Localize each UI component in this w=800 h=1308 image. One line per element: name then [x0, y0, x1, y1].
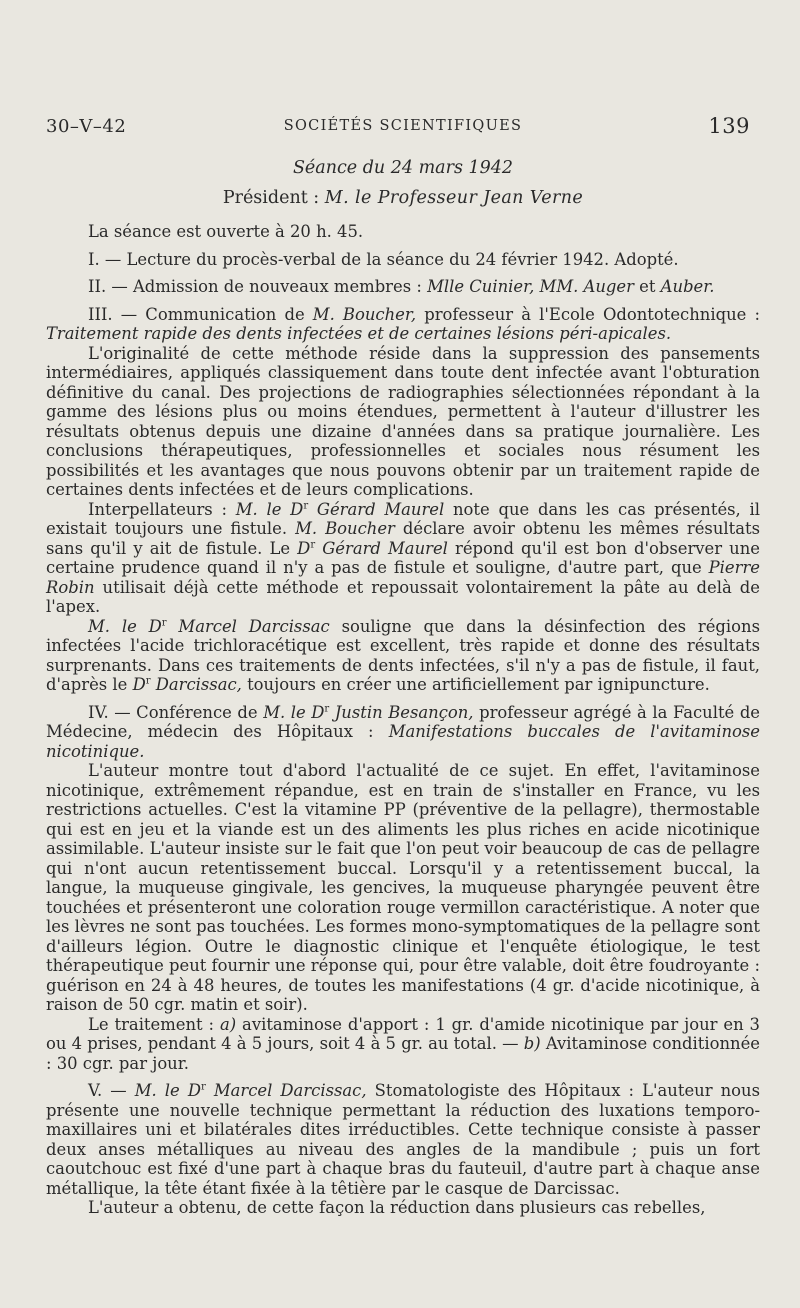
- text-italic: M. le D: [88, 616, 162, 636]
- paragraph-item-3: [46, 305, 760, 344]
- president-line: [46, 186, 760, 210]
- text-italic: Pierre Robin: [46, 558, 760, 597]
- text-italic: M. Boucher: [295, 519, 395, 538]
- text-italic: a): [219, 1014, 237, 1034]
- text: note que dans les cas présentés, il existait toujours une fistule.: [46, 499, 761, 538]
- text-italic: Traitement rapide des dents infectées et de certaines lésions péri-apicales.: [46, 324, 672, 343]
- paragraph-item-4: [46, 703, 760, 762]
- text: toujours en créer une artificiellement par ignipuncture.: [241, 675, 710, 694]
- header-date: 30–V–42: [46, 116, 127, 137]
- text-italic: M. le D: [235, 499, 304, 519]
- text: utilisait déjà cette méthode et repoussait volontairement la pâte au delà de l'apex.: [46, 577, 760, 616]
- paragraph-method: [46, 344, 760, 500]
- text: L'auteur a obtenu, de cette façon la réduction dans plusieurs cas rebelles,: [88, 1198, 706, 1217]
- text-italic: Gérard Maurel: [308, 499, 445, 519]
- text: L'auteur montre tout d'abord l'actualité de ce sujet. En effet, l'avitaminose nicotinique, extrêmement répandue, est en train de s'installer en France, vu les restrictions actuelles. C'est la vitamine PP (préventive de la pellagre), thermostable qui est en jeu et la viande est un des aliments les plus riches en acide nicotinique assimilable. L'auteur insiste sur le fait que l'on peut voir beaucoup de cas de pellagre qui n'ont aucun retentissement buccal. Lorsqu'il y a retentissement buccal, la langue, la muqueuse gingivale, les gencives, la muqueuse pharyngée peuvent être touchées et présenteront une coloration rouge vermillon caractéristique. A noter que les lèvres ne sont pas touchées. Les formes mono-symptomatiques de la pellagre sont d'ailleurs légion. Outre le diagnostic clinique et l'enquête étiologique, le test thérapeutique peut fournir une réponse qui, pour être valable, doit être foudroyante : guérison en 24 à 48 heures, de toutes les manifestations (4 gr. d'acide nicotinique, à raison de 50 cgr. matin et soir).: [46, 761, 760, 1014]
- paragraph-item-5: [46, 1081, 760, 1198]
- text: Interpellateurs :: [88, 499, 236, 519]
- paragraph-item-2: [46, 277, 760, 297]
- text: Avitaminose conditionnée : 30 cgr. par jour.: [46, 1034, 760, 1073]
- session-title: Séance du 24 mars 1942: [292, 158, 514, 178]
- text: IV. — Conférence de: [88, 702, 264, 722]
- paragraph-traitement: [46, 1015, 760, 1074]
- text-italic: Gérard Maurel: [315, 538, 448, 558]
- superscript: r: [303, 500, 309, 512]
- text-italic: b): [523, 1034, 541, 1053]
- paragraph-avitaminose: [46, 761, 760, 1015]
- text: répond qu'il est bon d'observer une certaine prudence quand il n'y a pas de fistule et souligne, d'autre part, que: [46, 538, 760, 577]
- text: II. — Admission de nouveaux membres :: [88, 277, 428, 296]
- header-section: SOCIÉTÉS SCIENTIFIQUES: [283, 118, 523, 134]
- superscript: r: [310, 539, 316, 551]
- president-label: Président :: [222, 188, 325, 208]
- superscript: r: [200, 1081, 206, 1093]
- text: I. — Lecture du procès-verbal de la séance du 24 février 1942. Adopté.: [88, 249, 679, 269]
- text-italic: Darcissac,: [150, 675, 242, 694]
- text: souligne que dans la désinfection des régions infectées l'acide trichloracétique est excellent, très rapide et donne des résultats surprenants. Dans ces traitements de dents infectées, s'il n'y a pas de fistule, il faut, d'après le: [46, 616, 761, 694]
- text-italic: Mlle Cuinier, MM. Auger: [427, 277, 634, 296]
- text: La séance est ouverte à 20 h. 45.: [88, 222, 364, 241]
- text: L'originalité de cette méthode réside dans la suppression des pansements intermédiaires, appliqués classiquement dans toute dent infectée avant l'obturation définitive du canal. Des projections de radiographies sélectionnées répondant à la gamme des lésions plus ou moins étendues, permettent à l'auteur d'illustrer les résultats obtenus depuis une dizaine d'années dans sa pratique journalière. Les conclusions thérapeutiques, professionnelles et sociales nous résument les possibilités et les avantages que nous pouvons obtenir par un traitement rapide de certaines dents infectées et de leurs complications.: [46, 343, 760, 499]
- paragraph-darcissac: [46, 617, 760, 695]
- text-italic: M. le D: [134, 1081, 201, 1100]
- superscript: r: [161, 617, 167, 629]
- running-header: [46, 112, 760, 140]
- text-italic: Manifestations buccales de l'avitaminose nicotinique.: [46, 722, 760, 761]
- text-italic: M. le D: [263, 702, 325, 722]
- text: Stomatologiste des Hôpitaux : L'auteur nous présente une nouvelle technique permettant la réduction des luxations temporo-maxillaires uni et bilatérales dites irréductibles. Cette technique consiste à passer deux anses métalliques au niveau des angles de la mandibule ; puis un fort caoutchouc est fixé d'une part à chaque bras du fauteuil, d'autre part à chaque anse métallique, la tête étant fixée à la têtière par le casque de Darcissac.: [46, 1081, 760, 1198]
- text: déclare avoir obtenu les mêmes résultats sans qu'il y ait de fistule. Le: [46, 519, 760, 558]
- text: et: [633, 277, 661, 296]
- paragraph-opening: [46, 222, 760, 242]
- text: avitaminose d'apport : 1 gr. d'amide nicotinique par jour en 3 ou 4 prises, pendant 4 à 5 jours, soit 4 à 5 gr. au total. —: [46, 1014, 760, 1053]
- text-italic: M. Boucher,: [312, 304, 417, 324]
- text-italic: Marcel Darcissac: [166, 616, 330, 636]
- text: Le traitement :: [88, 1014, 220, 1034]
- paragraph-interpellateurs: [46, 500, 760, 617]
- text-italic: Marcel Darcissac,: [205, 1081, 367, 1100]
- text-italic: Justin Besançon,: [329, 702, 474, 722]
- text-italic: D: [297, 538, 311, 558]
- text: III. — Communication de: [88, 304, 313, 324]
- text-italic: D: [132, 675, 146, 694]
- text: V. —: [88, 1081, 135, 1100]
- paragraph-reduction: [46, 1198, 760, 1218]
- paragraph-item-1: [46, 250, 760, 270]
- superscript: r: [324, 703, 330, 715]
- text-italic: Auber.: [660, 277, 715, 296]
- text: professeur agrégé à la Faculté de Médecine, médecin des Hôpitaux :: [46, 702, 761, 741]
- superscript: r: [145, 675, 151, 687]
- page-number: 139: [708, 114, 750, 138]
- text: professeur à l'Ecole Odontotechnique :: [416, 304, 760, 324]
- president-name: M. le Professeur Jean Verne: [324, 188, 584, 208]
